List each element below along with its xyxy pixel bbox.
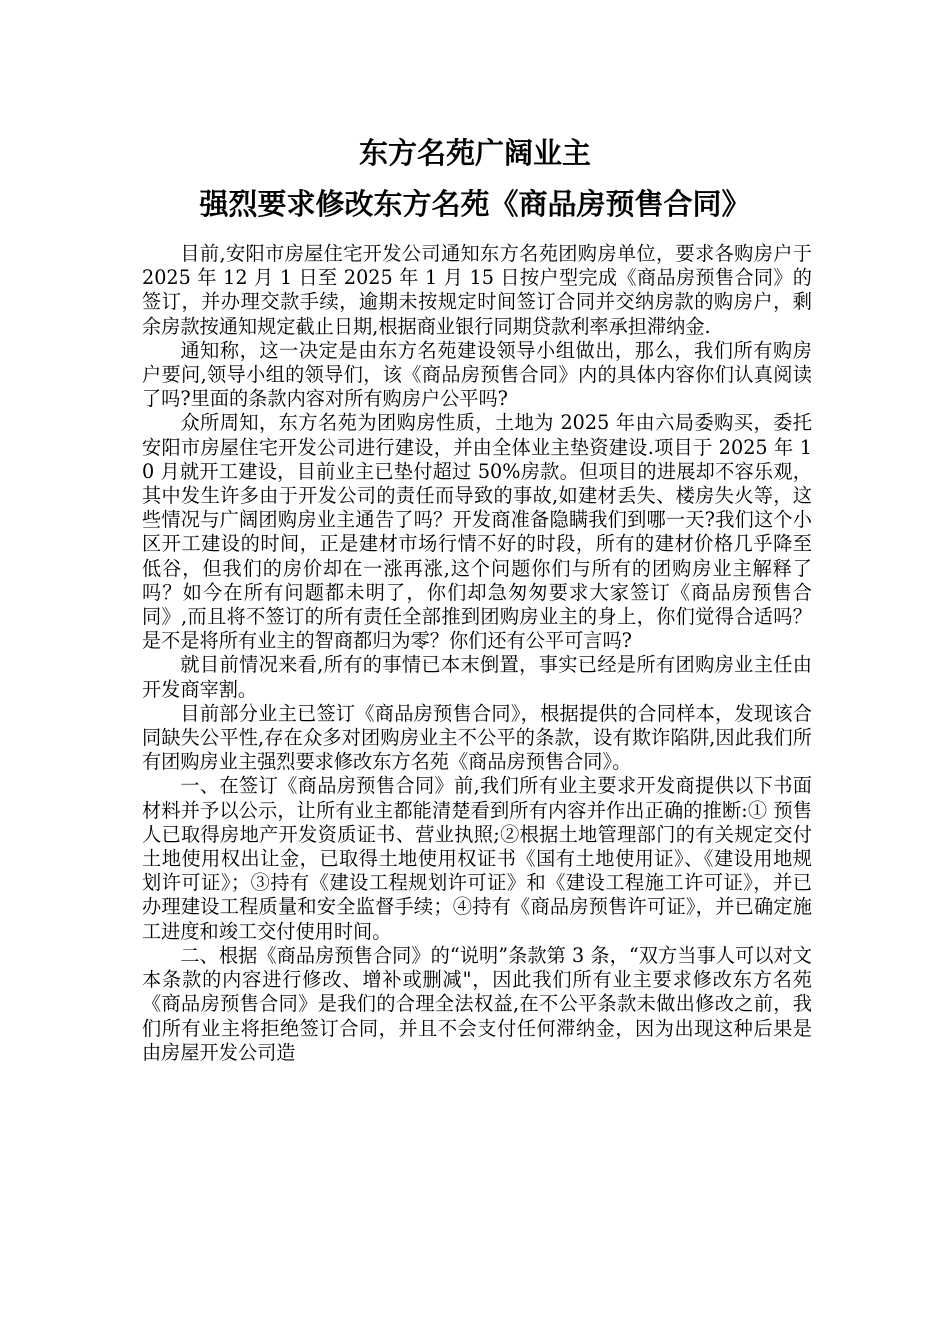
paragraph-7: 二、根据《商品房预售合同》的“说明”条款第 3 条，“双方当事人可以对文本条款的内容进行修改、增补或删减"，因此我们所有业主要求修改东方名苑《商品房预售合同》是我们的合理全法权益,在不公平条款未做出修改之前，我们所有业主将拒绝签订合同，并且不会支付任何滞纳金，因为出现这种后果是由房屋开发公司造 — [142, 943, 812, 1064]
document-subtitle: 强烈要求修改东方名苑《商品房预售合同》 — [199, 187, 751, 221]
paragraph-1: 目前,安阳市房屋住宅开发公司通知东方名苑团购房单位，要求各购房户于 2025 年 12 月 1 日至 2025 年 1 月 15 日按户型完成《商品房预售合同》的签订，并办理交款手续，逾期未按规定时间签订合同并交纳房款的购房户，剩余房款按通知规定截止日期,根据商业银行同期贷款利率承担滞纳金. — [142, 242, 812, 338]
document-title: 东方名苑广阔业主 — [358, 136, 591, 170]
paragraph-2: 通知称，这一决定是由东方名苑建设领导小组做出，那么，我们所有购房户要问,领导小组的领导们，该《商品房预售合同》内的具体内容你们认真阅读了吗?里面的条款内容对所有购房户公平吗? — [142, 338, 812, 411]
document-body — [142, 242, 812, 1065]
paragraph-5: 目前部分业主已签订《商品房预售合同》，根据提供的合同样本，发现该合同缺失公平性,存在众多对团购房业主不公平的条款，设有欺诈陷阱,因此我们所有团购房业主强烈要求修改东方名苑《商品房预售合同》。 — [142, 701, 812, 774]
paragraph-4: 就目前情况来看,所有的事情已本末倒置，事实已经是所有团购房业主任由开发商宰割。 — [142, 653, 812, 701]
paragraph-3: 众所周知，东方名苑为团购房性质，土地为 2025 年由六局委购买，委托安阳市房屋住宅开发公司进行建设，并由全体业主垫资建设.项目于 2025 年 10 月就开工建设，目前业主已垫付超过 50%房款。但项目的进展却不容乐观，其中发生许多由于开发公司的责任而导致的事故,如建材丢失、楼房失火等，这些情况与广阔团购房业主通告了吗？开发商准备隐瞒我们到哪一天?我们这个小区开工建设的时间，正是建材市场行情不好的时段，所有的建材价格几乎降至低谷，但我们的房价却在一涨再涨,这个问题你们与所有的团购房业主解释了吗？如今在所有问题都未明了，你们却急匆匆要求大家签订《商品房预售合同》,而且将不签订的所有责任全部推到团购房业主的身上，你们觉得合适吗？是不是将所有业主的智商都归为零？你们还有公平可言吗? — [142, 411, 812, 653]
paragraph-6: 一、在签订《商品房预售合同》前,我们所有业主要求开发商提供以下书面材料并予以公示，让所有业主都能清楚看到所有内容并作出正确的推断:① 预售人已取得房地产开发资质证书、营业执照;②根据土地管理部门的有关规定交付土地使用权出让金，已取得土地使用权证书《国有土地使用证》、《建设用地规划许可证》；③持有《建设工程规划许可证》和《建设工程施工许可证》，并已办理建设工程质量和安全监督手续；④持有《商品房预售许可证》，并已确定施工进度和竣工交付使用时间。 — [142, 774, 812, 943]
